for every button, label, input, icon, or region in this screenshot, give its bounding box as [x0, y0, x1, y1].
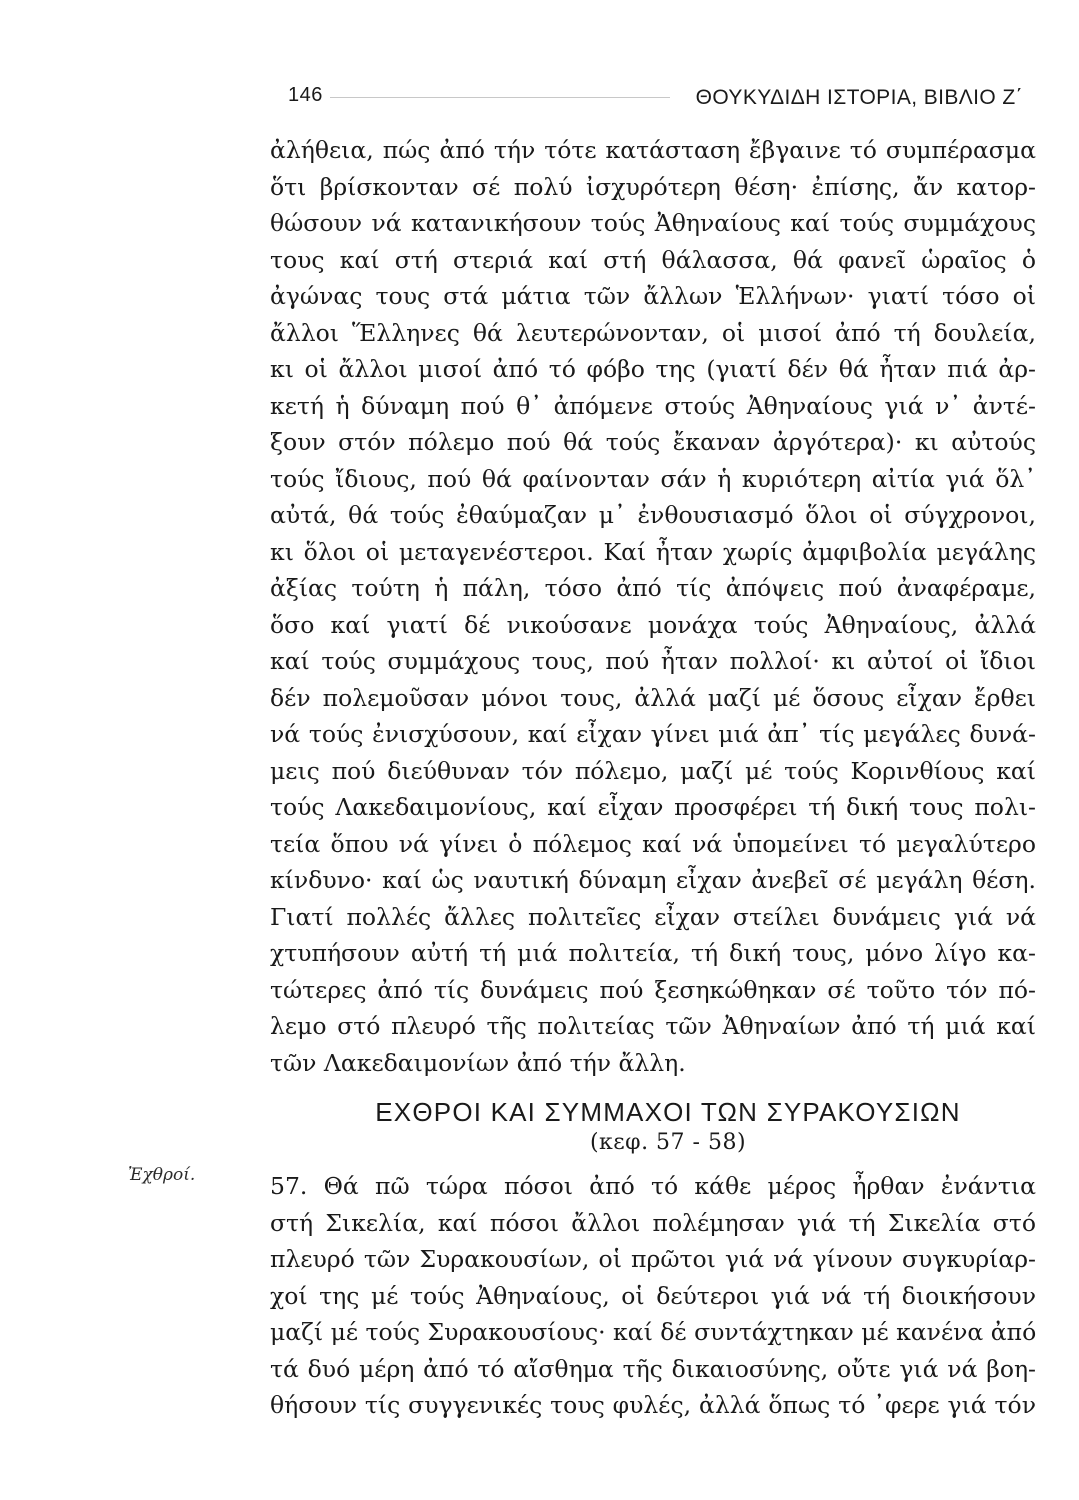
body-text [270, 132, 1036, 1081]
text-line: ἄλλοι Ἕλληνες θά λευτερώνονταν, οἱ μισοί ἀπό τή δουλεία, [270, 318, 1036, 347]
text-line: λεμο στό πλευρό τῆς πολιτείας τῶν Ἀθηναίων ἀπό τή μιά καί [270, 1012, 1036, 1040]
text-line: τώτερες ἀπό τίς δυνάμεις πού ξεσηκώθηκαν σέ τοῦτο τόν πό- [270, 975, 1036, 1004]
text-line: τούς ἴδιους, πού θά φαίνονταν σάν ἡ κυριότερη αἰτία γιά ὅλ᾽ [270, 464, 1036, 493]
text-line: κι ὅλοι οἱ μεταγενέστεροι. Καί ἦταν χωρίς ἀμφιβολία μεγάλης [270, 537, 1036, 566]
text-line: κι οἱ ἄλλοι μισοί ἀπό τό φόβο της (γιατί δέν θά ἦταν πιά ἀρ- [270, 355, 1036, 383]
text-line: στή Σικελία, καί πόσοι ἄλλοι πολέμησαν γιά τή Σικελία στό [270, 1208, 1036, 1237]
running-header [288, 80, 1023, 120]
text-line: τους καί στή στεριά καί στή θάλασσα, θά φανεῖ ὡραῖος ὁ [270, 245, 1036, 274]
text-line: θήσουν τίς συγγενικές τους φυλές, ἀλλά ὅπως τό ᾽φερε γιά τόν [270, 1391, 1036, 1419]
text-line: τά δυό μέρη ἀπό τό αἴσθημα τῆς δικαιοσύνης, οὔτε γιά νά βοη- [270, 1354, 1036, 1383]
text-line: ἀγώνας τους στά μάτια τῶν ἄλλων Ἑλλήνων· γιατί τόσο οἱ [270, 282, 1036, 310]
text-line: τούς Λακεδαιμονίους, καί εἶχαν προσφέρει τή δική τους πολι- [270, 793, 1036, 821]
text-line: καί τούς συμμάχους τους, πού ἦταν πολλοί· κι αὐτοί οἱ ἴδιοι [270, 647, 1036, 675]
text-line: ὅτι βρίσκονταν σέ πολύ ἰσχυρότερη θέση· ἐπίσης, ἄν κατορ- [270, 172, 1036, 201]
text-line: θώσουν νά κατανικήσουν τούς Ἀθηναίους καί τούς συμμάχους [270, 209, 1036, 237]
text-line: κετή ἡ δύναμη πού θ᾽ ἀπόμενε στούς Ἀθηναίους γιά ν᾽ ἀντέ- [270, 391, 1036, 420]
text-line: νά τούς ἐνισχύσουν, καί εἶχαν γίνει μιά ἀπ᾽ τίς μεγάλες δυνά- [270, 720, 1036, 748]
page-number: 146 [288, 84, 323, 106]
text-line: πλευρό τῶν Συρακουσίων, οἱ πρῶτοι γιά νά γίνουν συγκυρίαρ- [270, 1245, 1036, 1273]
text-line: 57. Θά πῶ τώρα πόσοι ἀπό τό κάθε μέρος ἦρθαν ἐνάντια [270, 1172, 1036, 1200]
text-line: μεις πού διεύθυναν τόν πόλεμο, μαζί μέ τούς Κορινθίους καί [270, 756, 1036, 785]
section-heading [270, 1095, 1066, 1157]
text-line: χτυπήσουν αὐτή τή μιά πολιτεία, τή δική τους, μόνο λίγο κα- [270, 939, 1036, 967]
book-title: ΘΟΥΚΥΔΙΔΗ ΙΣΤΟΡΙΑ, ΒΙΒΛΙΟ Ζ΄ [695, 86, 1023, 109]
text-line: Γιατί πολλές ἄλλες πολιτεῖες εἶχαν στείλει δυνάμεις γιά νά [270, 902, 1036, 931]
text-line: ξουν στόν πόλεμο πού θά τούς ἔκαναν ἀργότερα)· κι αὐτούς [270, 428, 1036, 456]
text-line: ἀξίας τούτη ἡ πάλη, τόσο ἀπό τίς ἀπόψεις πού ἀναφέραμε, [270, 574, 1036, 602]
text-line: ὅσο καί γιατί δέ νικούσανε μονάχα τούς Ἀθηναίους, ἀλλά [270, 610, 1036, 639]
text-line: κίνδυνο· καί ὡς ναυτική δύναμη εἶχαν ἀνεβεῖ σέ μεγάλη θέση. [270, 866, 1036, 894]
text-line: τεία ὅπου νά γίνει ὁ πόλεμος καί νά ὑπομείνει τό μεγαλύτερο [270, 829, 1036, 858]
text-line: χοί της μέ τούς Ἀθηναίους, οἱ δεύτεροι γιά νά τή διοικήσουν [270, 1281, 1036, 1310]
section-title: ΕΧΘΡΟΙ ΚΑΙ ΣΥΜΜΑΧΟΙ ΤΩΝ ΣΥΡΑΚΟΥΣΙΩΝ [375, 1097, 961, 1127]
header-rule [330, 97, 670, 98]
margin-note: Ἐχθροί. [128, 1165, 196, 1185]
text-line: αὐτά, θά τούς ἐθαύμαζαν μ᾽ ἐνθουσιασμό ὅλοι οἱ σύγχρονοι, [270, 501, 1036, 529]
text-line: δέν πολεμοῦσαν μόνοι τους, ἀλλά μαζί μέ ὅσους εἶχαν ἔρθει [270, 683, 1036, 712]
section-body-text [270, 1168, 1036, 1424]
text-line: ἀλήθεια, πώς ἀπό τήν τότε κατάσταση ἔβγαινε τό συμπέρασμα [270, 136, 1036, 164]
section-subtitle: (κεφ. 57 - 58) [589, 1130, 747, 1155]
text-line: τῶν Λακεδαιμονίων ἀπό τήν ἄλλη. [270, 1048, 686, 1077]
text-line: μαζί μέ τούς Συρακουσίους· καί δέ συντάχτηκαν μέ κανένα ἀπό [270, 1318, 1036, 1346]
